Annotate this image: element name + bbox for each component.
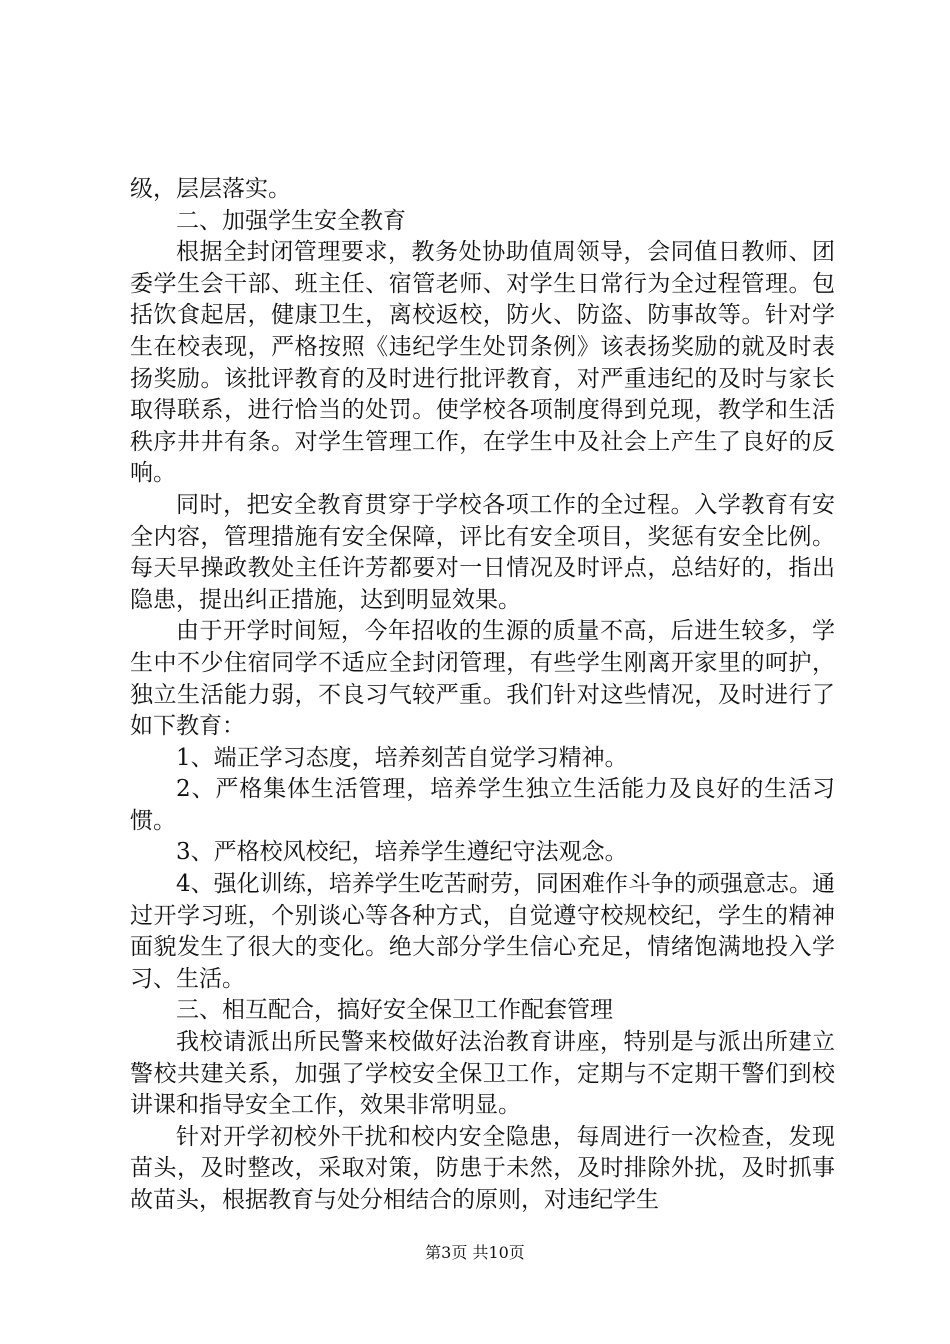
list-item: 2、严格集体生活管理，培养学生独立生活能力及良好的生活习惯。 [130, 776, 835, 834]
document-body [130, 174, 835, 1217]
paragraph: 同时，把安全教育贯穿于学校各项工作的全过程。入学教育有安全内容，管理措施有安全保障，评比有安全项目，奖惩有安全比例。每天早操政教处主任许芳都要对一日情况及时评点，总结好的，指出隐患，提出纠正措施，达到明显效果。 [130, 491, 835, 613]
list-item: 3、严格校风校纪，培养学生遵纪守法观念。 [176, 839, 628, 866]
paragraph: 我校请派出所民警来校做好法治教育讲座，特别是与派出所建立警校共建关系，加强了学校安全保卫工作，定期与不定期干警们到校讲课和指导安全工作，效果非常明显。 [130, 1029, 835, 1119]
paragraph: 根据全封闭管理要求，教务处协助值周领导，会同值日教师、团委学生会干部、班主任、宿管老师、对学生日常行为全过程管理。包括饮食起居，健康卫生，离校返校，防火、防盗、防事故等。针对学生在校表现，严格按照《违纪学生处罚条例》该表扬奖励的就及时表扬奖励。该批评教育的及时进行批评教育，对严重违纪的及时与家长取得联系，进行恰当的处罚。使学校各项制度得到兑现，教学和生活秩序井井有条。对学生管理工作，在学生中及社会上产生了良好的反响。 [130, 239, 835, 487]
list-item: 1、端正学习态度，培养刻苦自觉学习精神。 [176, 744, 628, 771]
list-item: 4、强化训练，培养学生吃苦耐劳，同困难作斗争的顽强意志。通过开学习班，个别谈心等各种方式，自觉遵守校规校纪，学生的精神面貌发生了很大的变化。绝大部分学生信心充足，情绪饱满地投入学习、生活。 [130, 871, 835, 992]
section-heading-3: 三、相互配合，搞好安全保卫工作配套管理 [176, 997, 613, 1024]
paragraph: 由于开学时间短，今年招收的生源的质量不高，后进生较多，学生中不少住宿同学不适应全封闭管理，有些学生刚离开家里的呵护，独立生活能力弱，不良习气较严重。我们针对这些情况，及时进行了如下教育： [130, 618, 835, 740]
paragraph: 针对开学初校外干扰和校内安全隐患，每周进行一次检查，发现苗头，及时整改，采取对策，防患于未然，及时排除外扰，及时抓事故苗头，根据教育与处分相结合的原则，对违纪学生 [130, 1123, 835, 1213]
page-number: 第3页 共10页 [425, 1243, 525, 1262]
section-heading-2: 二、加强学生安全教育 [176, 207, 406, 234]
paragraph-continuation: 级，层层落实。 [130, 176, 291, 202]
